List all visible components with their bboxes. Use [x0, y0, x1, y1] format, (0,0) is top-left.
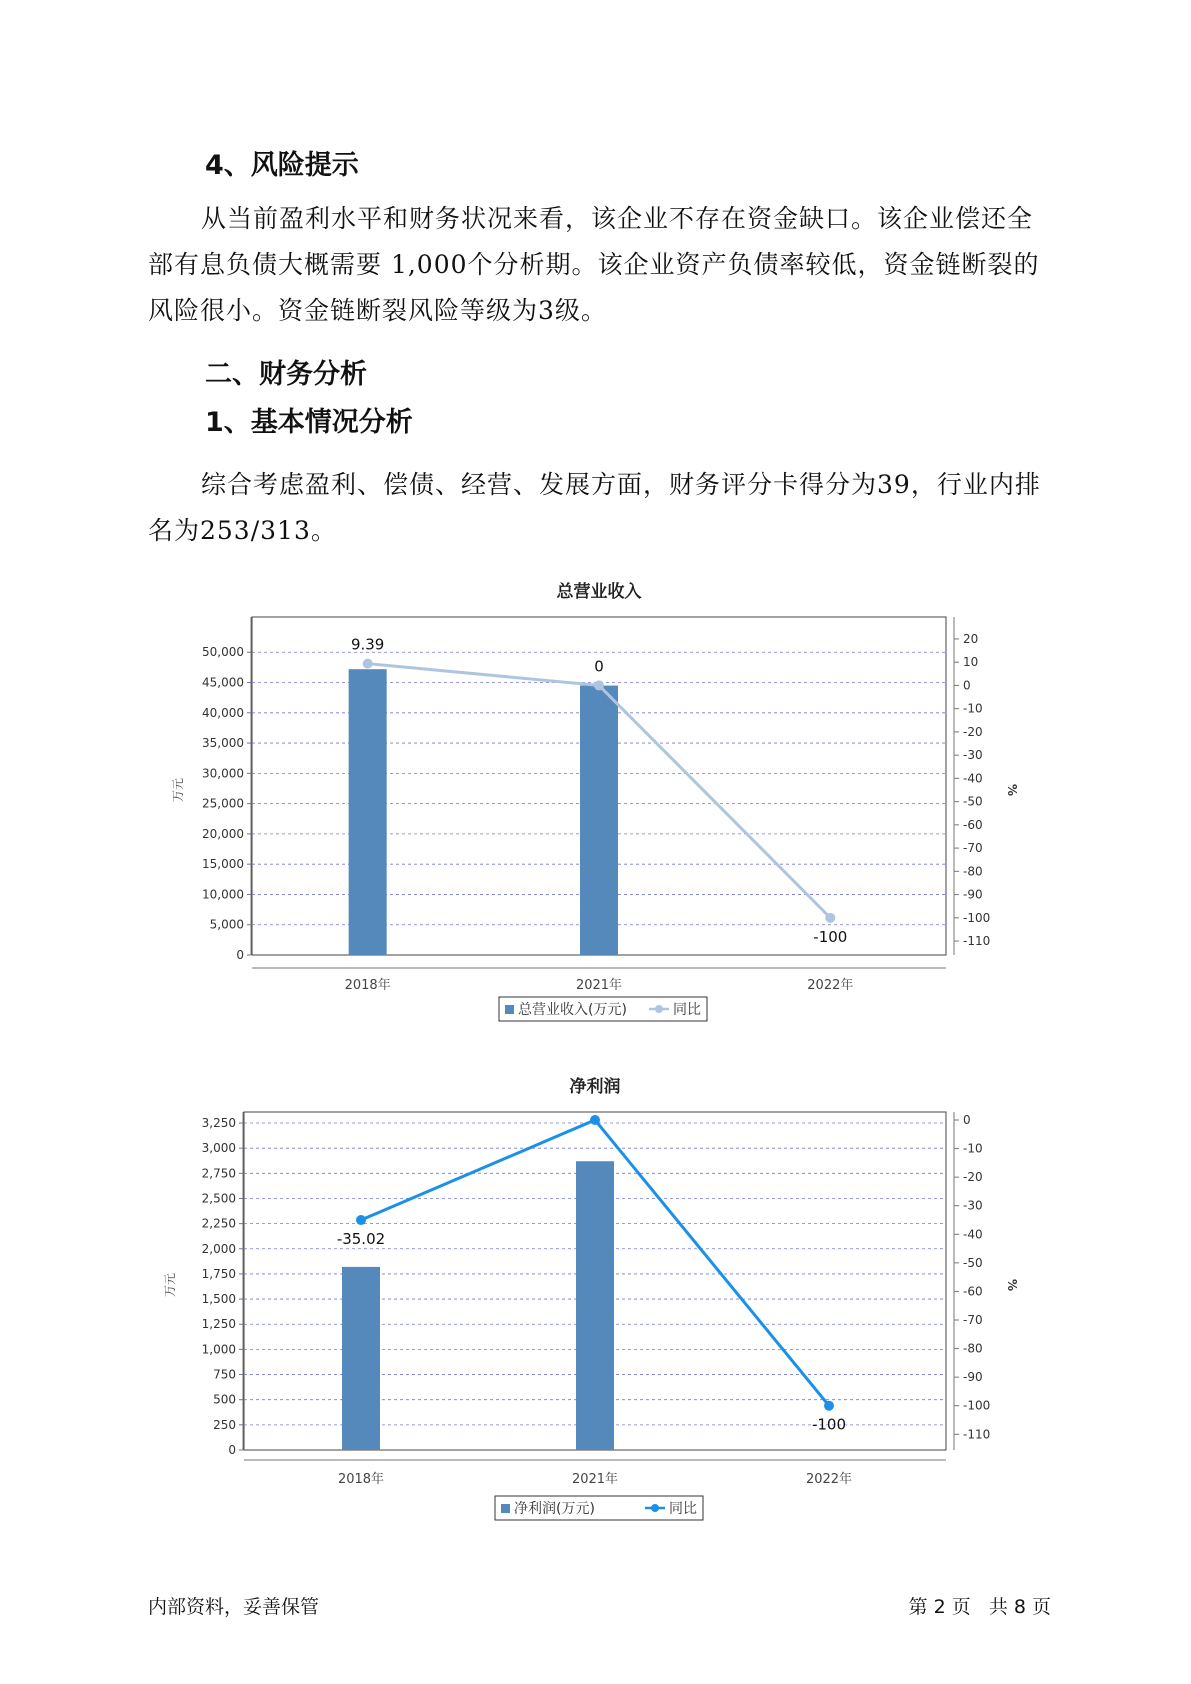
- y-tick-label: 1,000: [201, 1342, 236, 1357]
- bar: [342, 1267, 380, 1450]
- y-tick-label: 3,250: [201, 1116, 236, 1131]
- y2-tick-label: 20: [963, 631, 979, 646]
- yoy-data-label: -100: [811, 1415, 847, 1434]
- footer-page-number: 第 2 页 共 8 页: [908, 1596, 1051, 1618]
- x-tick-label: 2018年: [344, 978, 391, 993]
- y2-tick-label: -10: [963, 1141, 983, 1156]
- y2-tick-label: -40: [963, 1227, 983, 1242]
- basic-paragraph: 综合考虑盈利、偿债、经营、发展方面，财务评分卡得分为39，行业内排名为253/313。: [148, 470, 1041, 545]
- legend-line-label: 同比: [669, 1501, 697, 1517]
- footer-confidential: 内部资料，妥善保管: [148, 1596, 320, 1618]
- y-tick-label: 2,500: [201, 1191, 236, 1206]
- yoy-point: [824, 1401, 834, 1411]
- y2-axis-title: %: [1005, 1278, 1019, 1292]
- legend-line-label: 同比: [673, 1002, 701, 1018]
- y-tick-label: 50,000: [202, 645, 244, 660]
- y-tick-label: 0: [236, 948, 244, 962]
- y2-tick-label: -40: [963, 771, 983, 786]
- y-tick-label: 0: [228, 1443, 236, 1457]
- financial-analysis-heading: 二、财务分析: [205, 359, 367, 390]
- yoy-point: [825, 913, 835, 923]
- y2-tick-label: -30: [963, 1198, 983, 1213]
- y2-axis-title: %: [1005, 783, 1019, 797]
- risk-heading: 4、风险提示: [205, 150, 359, 181]
- y-axis-title: 万元: [171, 777, 185, 803]
- y2-tick-label: -100: [963, 910, 991, 925]
- y2-tick-label: -110: [963, 1427, 991, 1442]
- revenue-chart: [0, 575, 1191, 1045]
- x-tick-label: 2018年: [337, 1472, 385, 1487]
- yoy-point: [594, 680, 604, 690]
- legend-bar-swatch: [501, 1504, 510, 1513]
- y-tick-label: 1,750: [201, 1266, 236, 1281]
- yoy-data-label: -100: [813, 927, 848, 946]
- y-tick-label: 30,000: [202, 766, 244, 781]
- y2-tick-label: 10: [963, 655, 979, 670]
- y-tick-label: 5,000: [209, 917, 244, 932]
- y-tick-label: 500: [213, 1392, 236, 1407]
- y-tick-label: 35,000: [202, 736, 244, 751]
- bar: [576, 1161, 614, 1450]
- y-tick-label: 750: [213, 1367, 236, 1382]
- y2-tick-label: -20: [963, 724, 983, 739]
- y-tick-label: 45,000: [202, 675, 244, 690]
- yoy-point: [356, 1215, 366, 1225]
- y2-tick-label: -80: [963, 864, 983, 879]
- y2-tick-label: -60: [963, 1284, 983, 1299]
- y2-tick-label: -60: [963, 817, 983, 832]
- y-tick-label: 20,000: [202, 826, 244, 841]
- y-tick-label: 1,500: [201, 1292, 236, 1307]
- y-tick-label: 10,000: [202, 887, 244, 902]
- yoy-data-label: 9.39: [350, 635, 385, 654]
- bar: [349, 669, 387, 955]
- y2-tick-label: 0: [963, 1113, 971, 1127]
- y2-tick-label: -110: [963, 934, 991, 949]
- y-tick-label: 2,000: [201, 1241, 236, 1256]
- y-tick-label: 1,250: [201, 1317, 236, 1332]
- y2-tick-label: -80: [963, 1341, 983, 1356]
- y2-tick-label: -20: [963, 1170, 983, 1185]
- yoy-data-label: -35.02: [336, 1230, 386, 1249]
- y2-tick-label: 0: [963, 678, 971, 693]
- y-tick-label: 250: [213, 1417, 236, 1432]
- y-tick-label: 25,000: [202, 796, 244, 811]
- legend-line-marker: [651, 1504, 659, 1512]
- y-tick-label: 40,000: [202, 705, 244, 720]
- yoy-point: [590, 1115, 600, 1125]
- y2-tick-label: -30: [963, 748, 983, 763]
- y2-tick-label: -10: [963, 701, 983, 716]
- y-tick-label: 15,000: [202, 857, 244, 872]
- yoy-data-label: 0: [594, 657, 604, 676]
- y-axis-title: 万元: [163, 1272, 177, 1298]
- y2-tick-label: -90: [963, 1370, 983, 1385]
- x-tick-label: 2022年: [807, 978, 854, 993]
- y2-tick-label: -50: [963, 794, 983, 809]
- risk-paragraph: 从当前盈利水平和财务状况来看，该企业不存在资金缺口。该企业偿还全部有息负债大概需要 1,000个分析期。该企业资产负债率较低，资金链断裂的风险很小。资金链断裂风险等级为3级。: [148, 204, 1040, 325]
- y2-tick-label: -90: [963, 887, 983, 902]
- legend-bar-label: 总营业收入(万元): [518, 1002, 627, 1018]
- y-tick-label: 3,000: [201, 1141, 236, 1156]
- legend-bar-label: 净利润(万元): [514, 1501, 595, 1517]
- y-tick-label: 2,250: [201, 1216, 236, 1231]
- x-tick-label: 2022年: [805, 1472, 853, 1487]
- y2-tick-label: -70: [963, 841, 983, 856]
- basic-analysis-heading: 1、基本情况分析: [205, 407, 413, 438]
- yoy-point: [363, 659, 373, 669]
- legend-bar-swatch: [505, 1005, 514, 1014]
- x-tick-label: 2021年: [571, 1472, 619, 1487]
- y2-tick-label: -70: [963, 1313, 983, 1327]
- chart-title: 净利润: [569, 1077, 621, 1097]
- y2-tick-label: -100: [963, 1398, 991, 1413]
- y-tick-label: 2,750: [201, 1166, 236, 1181]
- net-profit-chart: [0, 1070, 1191, 1540]
- y2-tick-label: -50: [963, 1255, 983, 1270]
- chart-title: 总营业收入: [556, 582, 642, 602]
- x-tick-label: 2021年: [575, 978, 623, 993]
- legend-line-marker: [655, 1005, 663, 1013]
- bar: [580, 686, 618, 955]
